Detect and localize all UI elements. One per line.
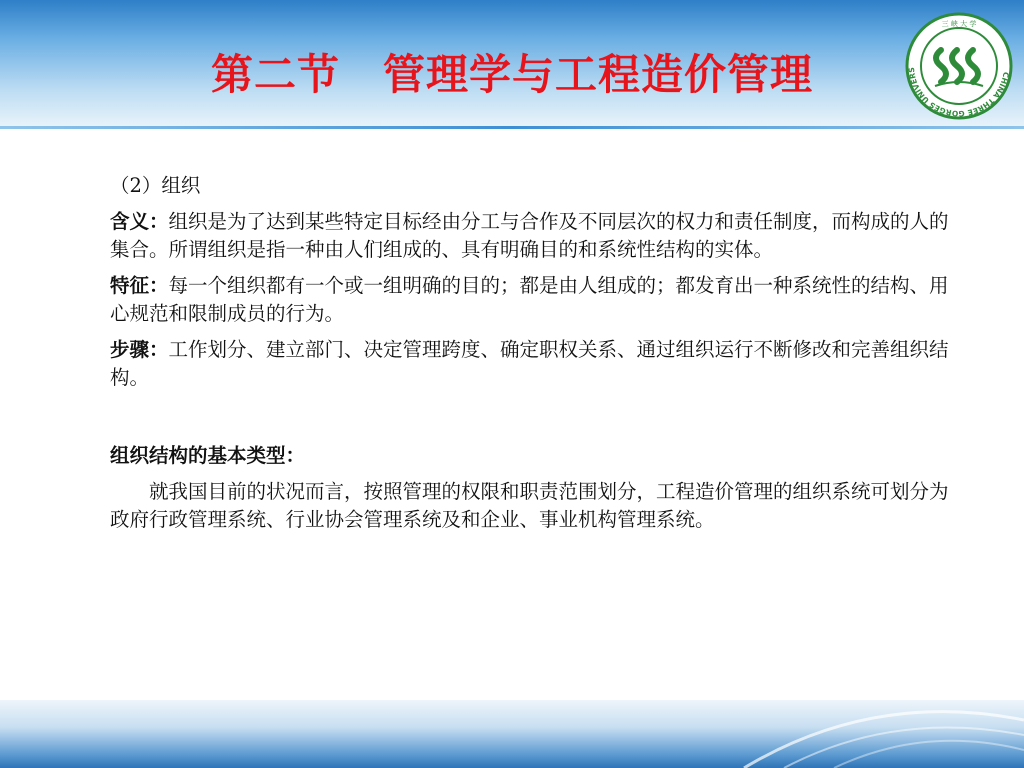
- body-paragraph: 就我国目前的状况而言，按照管理的权限和职责范围划分，工程造价管理的组织系统可划分为政府行政管理系统、行业协会管理系统及和企业、事业机构管理系统。: [110, 480, 949, 531]
- steps-label: 步骤：: [110, 338, 169, 361]
- definition-paragraph: [110, 208, 950, 264]
- definition-label: 含义：: [110, 210, 169, 233]
- header-divider: [0, 126, 1024, 129]
- university-logo: [905, 12, 1013, 120]
- features-paragraph: [110, 272, 950, 328]
- subtitle: （2）组织: [110, 174, 201, 197]
- slide-title: 第二节 管理学与工程造价管理: [210, 50, 813, 99]
- features-text: 每一个组织都有一个或一组明确的目的；都是由人组成的；都发育出一种系统性的结构、用心规范和限制成员的行为。: [110, 274, 949, 325]
- section-heading: 组织结构的基本类型：: [110, 444, 306, 467]
- definition-text: 组织是为了达到某些特定目标经由分工与合作及不同层次的权力和责任制度，而构成的人的集合。所谓组织是指一种由人们组成的、具有明确目的和系统性结构的实体。: [110, 210, 949, 261]
- features-label: 特征：: [110, 274, 169, 297]
- svg-text:三 峡 大 学: 三 峡 大 学: [941, 20, 977, 28]
- svg-text:CHINA THREE GORGES UNIVERSITY: CHINA THREE GORGES UNIVERS: [906, 66, 1011, 119]
- slide-content: [110, 172, 950, 534]
- slide-footer: [0, 700, 1024, 768]
- steps-paragraph: [110, 336, 950, 392]
- steps-text: 工作划分、建立部门、决定管理跨度、确定职权关系、通过组织运行不断修改和完善组织结构。: [110, 338, 949, 389]
